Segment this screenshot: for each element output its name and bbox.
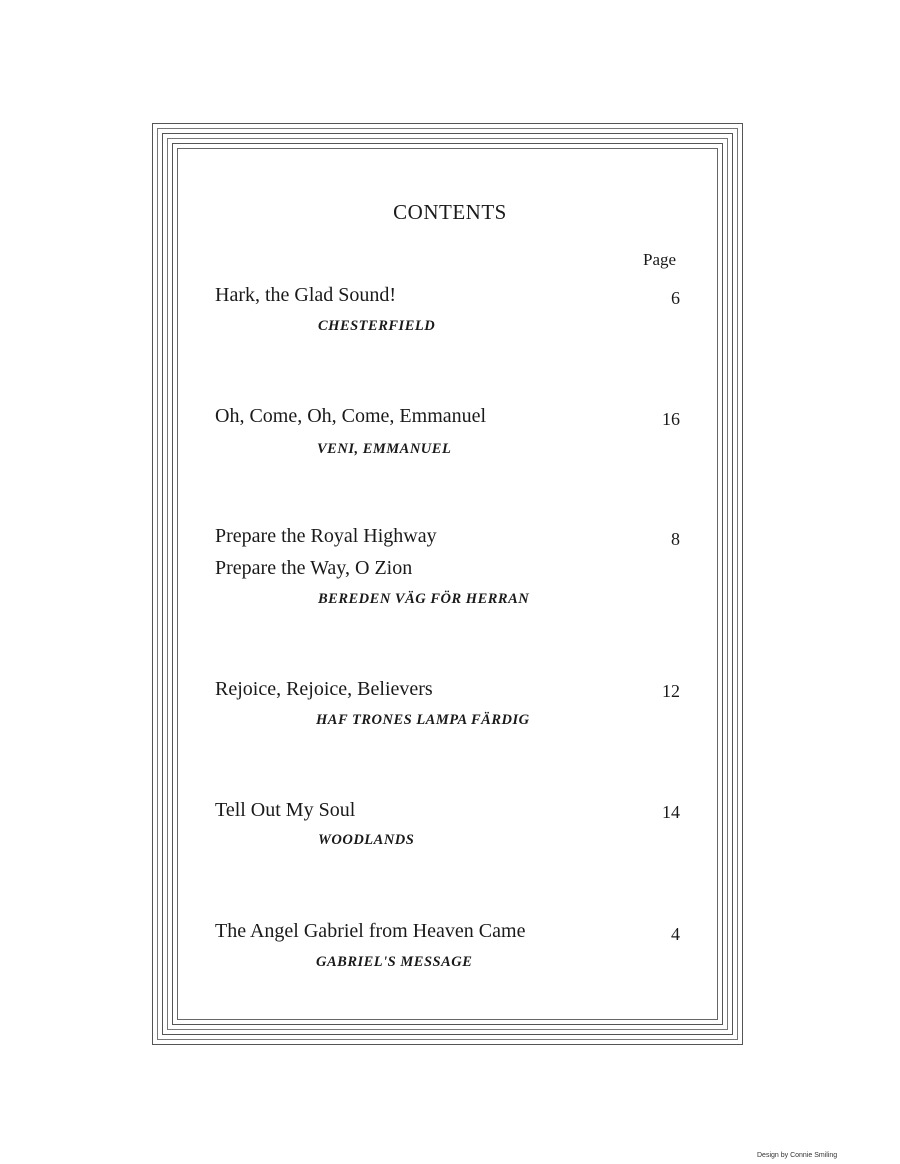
tune-name: HAF TRONES LAMPA FÄRDIG [316, 712, 530, 728]
page-title: CONTENTS [393, 200, 507, 224]
tune-name: VENI, EMMANUEL [317, 441, 452, 457]
hymn-title: Rejoice, Rejoice, Believers [215, 678, 433, 700]
page-number: 16 [662, 409, 680, 429]
tune-name: BEREDEN VÄG FÖR HERRAN [318, 591, 530, 607]
hymn-title: Hark, the Glad Sound! [215, 284, 397, 306]
tune-name: WOODLANDS [318, 832, 415, 848]
hymn-title: Prepare the Royal Highway [215, 525, 437, 547]
hymn-title: Tell Out My Soul [215, 799, 356, 821]
hymn-title: Oh, Come, Oh, Come, Emmanuel [215, 405, 487, 427]
tune-name: GABRIEL'S MESSAGE [316, 954, 473, 970]
page-number: 4 [671, 924, 680, 944]
design-credit: Design by Connie Smiling [757, 1152, 838, 1159]
hymn-title-alternate: Prepare the Way, O Zion [215, 557, 413, 579]
page-column-header: Page [643, 250, 677, 269]
tune-name: CHESTERFIELD [318, 318, 436, 334]
page-number: 6 [671, 288, 680, 308]
border-line [177, 148, 718, 1020]
page-number: 14 [662, 802, 680, 822]
page-number: 12 [662, 681, 680, 701]
page-number: 8 [671, 529, 680, 549]
hymn-title: The Angel Gabriel from Heaven Came [215, 920, 526, 942]
